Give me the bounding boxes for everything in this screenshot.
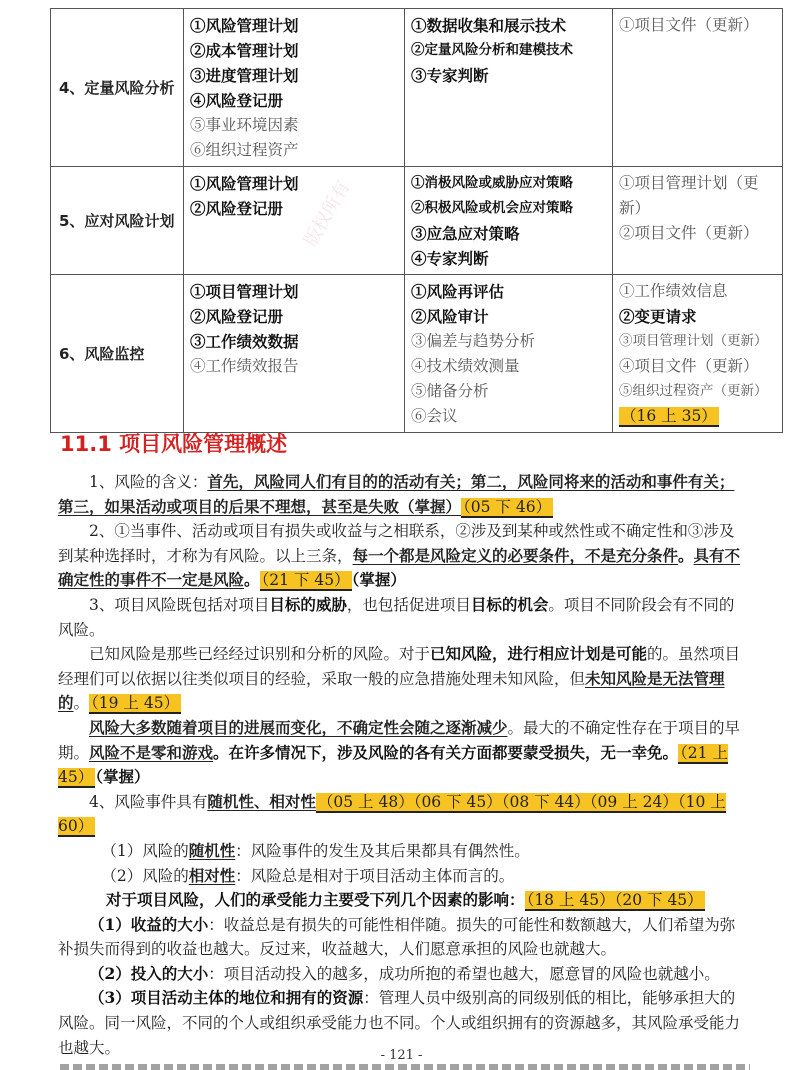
tools-cell (405, 9, 613, 167)
table-cell-line: ②成本管理计划 (190, 41, 299, 60)
table-cell-line: ②变更请求 (619, 307, 697, 326)
paragraph-risk-properties: 4、风险事件具有随机性、相对性 （05 上 48）（06 下 45）（08 下 44）（09 上 24）（10 上 60） (58, 791, 726, 836)
table-cell-line: ①工作绩效信息 (619, 282, 728, 300)
table-cell-line: ③项目管理计划（更新） (619, 333, 768, 349)
paragraph-risk-threat-opportunity: 3、项目风险既包括对项目目标的威胁，也包括促进项目目标的机会。项目不同阶段会有不同的风险。 (58, 594, 735, 639)
table-cell-line: ②定量风险分析和建模技术 (411, 42, 573, 58)
table-cell-line: ④项目文件（更新） (619, 357, 759, 375)
table-cell-line: 新） (619, 199, 651, 217)
inputs-cell (184, 167, 405, 275)
table-cell-line: ③专家判断 (411, 66, 489, 85)
table-cell-line: ②风险审计 (411, 307, 489, 326)
table-cell-line: ④专家判断 (411, 249, 489, 268)
table-cell-line: ⑥组织过程资产 (190, 141, 299, 159)
table-cell-line: ③进度管理计划 (190, 66, 299, 85)
outputs-cell (613, 167, 783, 275)
section-title: 11.1 项目风险管理概述 (60, 432, 288, 456)
table-row (51, 9, 783, 167)
table-cell-line: ③工作绩效数据 (190, 332, 299, 351)
table-cell-line (619, 404, 777, 429)
cut-off-line (60, 1064, 750, 1070)
table-cell-line: ③偏差与趋势分析 (411, 332, 536, 350)
table-row (51, 275, 783, 433)
table-cell-line: ②风险登记册 (190, 199, 284, 218)
outputs-cell (613, 9, 783, 167)
paragraph-known-risk: 已知风险是那些已经经过识别和分析的风险。对于已知风险，进行相应计划是可能的。虽然项目经理们可以依据以往类似项目的经验，采取一般的应急措施处理未知风险，但未知风险是无法管理的。 （19 上 45） (58, 644, 741, 713)
page-number: - 121 - (380, 1048, 423, 1063)
table-cell-line: ③应急应对策略 (411, 224, 520, 243)
watermark-copyright: 版权所有 (300, 177, 355, 251)
table-cell-line: ①风险管理计划 (190, 16, 299, 35)
paragraph-subject-resources: （3）项目活动主体的地位和拥有的资源：管理人员中级别高的同级别低的相比，能够承担大的风险。同一风险，不同的个人或组织承受能力也不同。个人或组织拥有的资源越多，其风险承受能力也越大。 (58, 988, 741, 1057)
table-cell-line: ⑥会议 (411, 407, 458, 425)
table-cell-line: ①风险管理计划 (190, 174, 299, 193)
paragraph-risk-definition: 1、风险的含义：首先，风险同人们有目的的活动有关；第二，风险同将来的活动和事件有关；第三，如果活动或项目的后果不理想，甚至是失败（掌握） （05 下 46） (58, 472, 735, 516)
table-cell-line: ①风险再评估 (411, 282, 505, 301)
paragraph-risk-uncertainty: 风险大多数随着项目的进展而变化，不确定性会随之逐渐减少。最大的不确定性存在于项目的早期。风险不是零和游戏。在许多情况下，涉及风险的各有关方面都要蒙受损失，无一幸免。 （21 上 45） （掌握） (58, 717, 741, 787)
paragraph-risk-conditions: 2、①当事件、活动或项目有损失或收益与之相联系，②涉及到某种或然性或不确定性和③涉及到某种选择时，才称为有风险。以上三条，每一个都是风险定义的必要条件，不是充分条件。具有不确定性的事件不一定是风险。 （21 下 45） （掌握） (58, 522, 741, 590)
risk-process-table (50, 8, 783, 433)
table-cell-line: ④工作绩效报告 (190, 357, 299, 375)
table-row (51, 167, 783, 275)
tools-cell (405, 275, 613, 433)
section-body (58, 470, 748, 1060)
paragraph-input-size: （2）投入的大小：项目活动投入的越多，成功所抱的希望也越大，愿意冒的风险也就越小。 (89, 963, 720, 983)
table-cell-line: ⑤组织过程资产（更新） (619, 383, 768, 399)
exam-tag: （16 上 35） (621, 407, 717, 425)
table-cell-line: ①项目管理计划（更 (619, 174, 759, 192)
process-name: 4、定量风险分析 (51, 9, 184, 167)
table-cell-line: ④风险登记册 (190, 91, 284, 110)
paragraph-relativity: （2）风险的相对性：风险总是相对于项目活动主体而言的。 (101, 865, 515, 885)
process-name: 5、应对风险计划 (51, 167, 184, 275)
table-cell-line: ①消极风险或威胁应对策略 (411, 175, 573, 191)
table-cell-line: ②项目文件（更新） (619, 224, 759, 242)
table-cell-line: ④技术绩效测量 (411, 357, 520, 375)
paragraph-income-size: （1）收益的大小：收益总是有损失的可能性相伴随。损失的可能性和数额越大，人们希望为弥补损失而得到的收益也越大。反过来，收益越大，人们愿意承担的风险也就越大。 (58, 914, 736, 959)
table-cell-line: ⑤储备分析 (411, 382, 489, 400)
table-cell-line: ①项目文件（更新） (619, 16, 759, 34)
process-name: 6、风险监控 (51, 275, 184, 433)
table-cell-line: ⑤事业环境因素 (190, 116, 299, 134)
paragraph-randomness: （1）风险的随机性：风险事件的发生及其后果都具有偶然性。 (101, 840, 530, 860)
table-cell-line: ①数据收集和展示技术 (411, 16, 567, 35)
inputs-cell (184, 275, 405, 433)
tools-cell (405, 167, 613, 275)
paragraph-tolerance-factors: 对于项目风险，人们的承受能力主要受下列几个因素的影响： （18 上 45）（20 下 45） (106, 890, 703, 910)
outputs-cell (613, 275, 783, 433)
inputs-cell (184, 9, 405, 167)
table-cell-line: ①项目管理计划 (190, 282, 299, 301)
table-cell-line: ②风险登记册 (190, 307, 284, 326)
table-cell-line: ②积极风险或机会应对策略 (411, 200, 573, 216)
